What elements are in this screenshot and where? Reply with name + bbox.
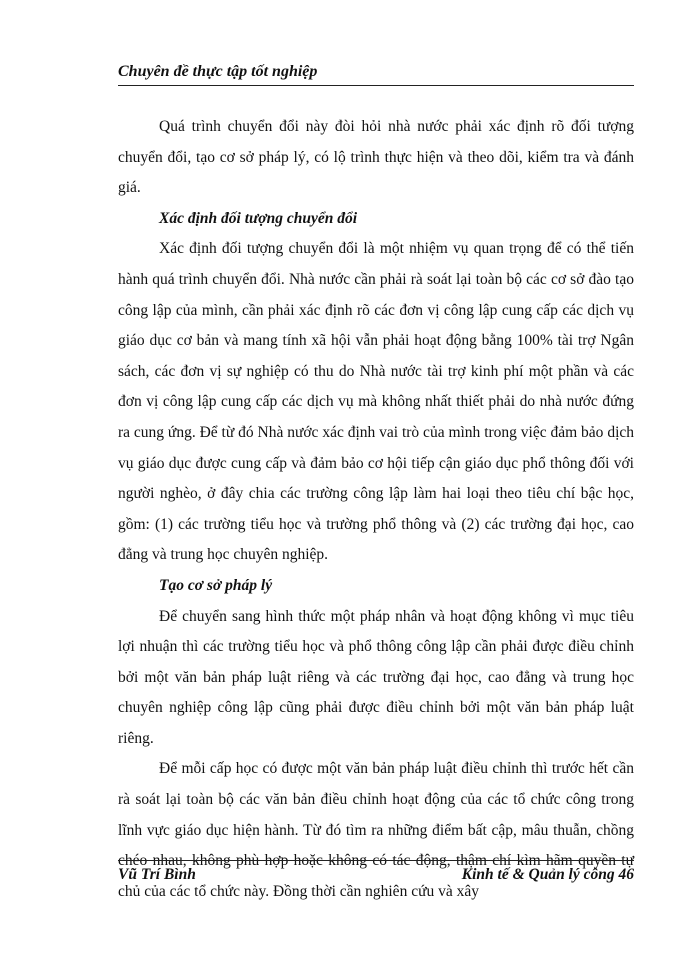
footer-course-page: Kinh tế & Quản lý công 46 [461, 866, 634, 883]
document-body [118, 112, 634, 907]
paragraph-intro: Quá trình chuyển đổi này đòi hỏi nhà nước phải xác định rõ đối tượng chuyển đổi, tạo cơ sở pháp lý, có lộ trình thực hiện và theo dõi, kiểm tra và đánh giá. [118, 118, 634, 197]
page-footer [118, 860, 634, 885]
page-header [118, 62, 634, 86]
section-heading-legal-basis: Tạo cơ sở pháp lý [159, 576, 273, 594]
paragraph-legal-basis: Để chuyển sang hình thức một pháp nhân và hoạt động không vì mục tiêu lợi nhuận thì các trường tiểu học và phổ thông công lập cần phải được điều chỉnh bởi một văn bản pháp luật riêng và các trường đại học, cao đẳng và trung học chuyên nghiệp công lập cũng phải được điều chỉnh bởi một văn bản pháp luật riêng. [118, 607, 634, 747]
paragraph-legal-review: Để mỗi cấp học có được một văn bản pháp luật điều chỉnh thì trước hết cần rà soát lại toàn bộ các văn bản điều chỉnh hoạt động của các tổ chức công trong lĩnh vực giáo dục hiện hành. Từ đó tìm ra những điểm bất cập, mâu thuẫn, chồng chéo nhau, không phù hợp hoặc không có tác động, thậm chí kìm hãm quyền tự chủ của các tổ chức này. Đồng thời cần nghiên cứu và xây [118, 760, 634, 900]
paragraph-identify-targets: Xác định đối tượng chuyển đổi là một nhiệm vụ quan trọng để có thể tiến hành quá trình chuyển đổi. Nhà nước cần phải rà soát lại toàn bộ các cơ sở đào tạo công lập của mình, cần phải xác định rõ các đơn vị công lập cung cấp các dịch vụ giáo dục cơ bản và mang tính xã hội vẫn phải hoạt động bằng 100% tài trợ Ngân sách, các đơn vị sự nghiệp có thu do Nhà nước tài trợ kinh phí một phần và các đơn vị công lập cung cấp các dịch vụ mà không nhất thiết phải do nhà nước đứng ra cung ứng. Để từ đó Nhà nước xác định vai trò của mình trong việc đảm bảo dịch vụ giáo dục được cung cấp và đảm bảo cơ hội tiếp cận giáo dục phổ thông đối với người nghèo, ở đây chia các trường công lập làm hai loại theo tiêu chí bậc học, gồm: (1) các trường tiểu học và trường phổ thông và (2) các trường đại học, cao đẳng và trung học chuyên nghiệp. [118, 240, 634, 564]
footer-author: Vũ Trí Bình [118, 866, 196, 883]
section-heading-identify-targets: Xác định đối tượng chuyển đổi [159, 209, 358, 227]
header-title: Chuyên đề thực tập tốt nghiệp [118, 63, 318, 80]
